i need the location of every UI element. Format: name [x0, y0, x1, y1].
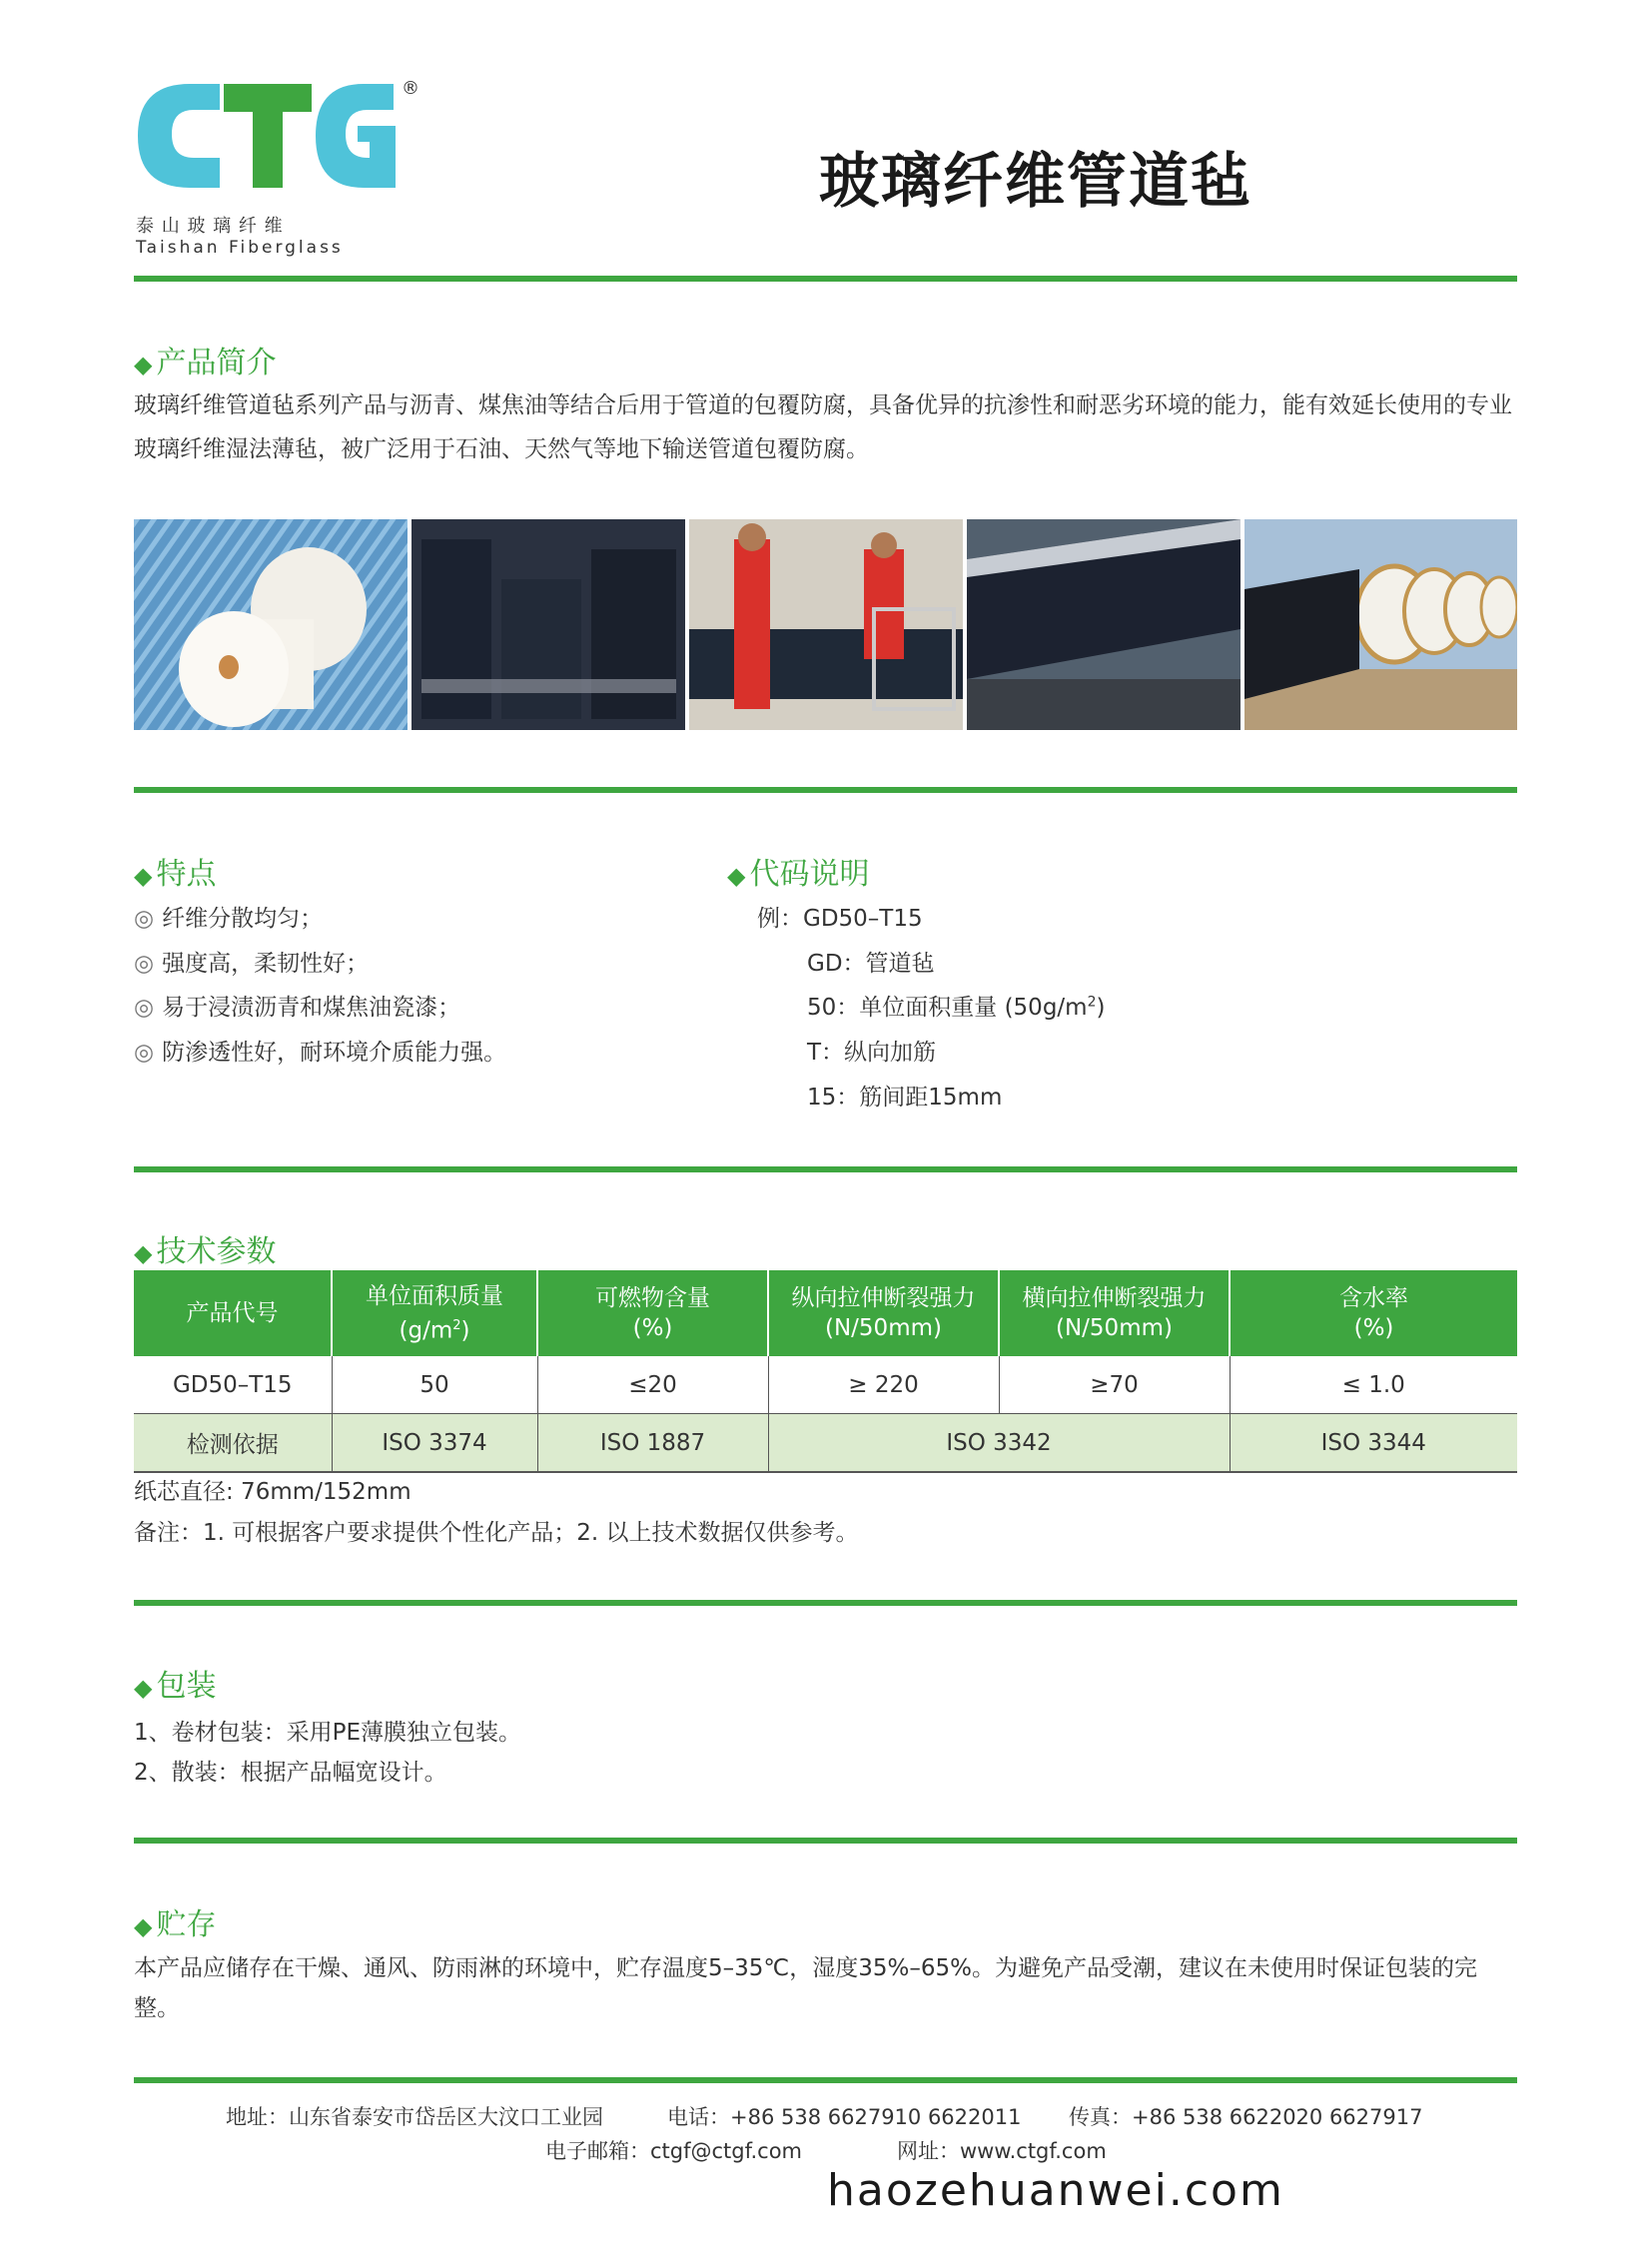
registered-mark: ®	[402, 78, 419, 99]
table-cell: ≤20	[537, 1356, 768, 1414]
table-cell: ≥ 220	[768, 1356, 999, 1414]
watermark-text: haozehuanwei.com	[827, 2165, 1284, 2216]
table-header: 可燃物含量 (%)	[537, 1270, 768, 1356]
divider	[134, 1166, 1517, 1172]
table-cell: ≤ 1.0	[1230, 1356, 1517, 1414]
diamond-icon: ◆	[134, 862, 153, 890]
spec-table	[134, 1270, 1517, 1473]
table-note: 备注：1. 可根据客户要求提供个性化产品；2. 以上技术数据仅供参考。	[134, 1520, 859, 1546]
logo-subtitle-en: Taishan Fiberglass	[136, 238, 344, 258]
table-header: 单位面积质量 $(g/m^2)$	[332, 1270, 537, 1356]
photo-stacked-pipes	[1244, 519, 1517, 730]
logo-subtitle-cn: 泰 山 玻 璃 纤 维	[136, 216, 284, 237]
ctg-logo-mark	[132, 78, 402, 198]
table-header: 含水率 (%)	[1230, 1270, 1517, 1356]
section-heading-packing: ◆ 包装	[134, 1669, 217, 1704]
code-line: 15：筋间距15mm	[807, 1085, 1003, 1111]
intro-paragraph: 玻璃纤维管道毡系列产品与沥青、煤焦油等结合后用于管道的包覆防腐，具备优异的抗渗性和耐恶劣环境的能力，能有效延长使用的专业玻璃纤维湿法薄毡，被广泛用于石油、天然气等地下输送管道包覆防腐。	[134, 392, 1512, 462]
divider	[134, 2077, 1517, 2083]
storage-paragraph: 本产品应储存在干燥、通风、防雨淋的环境中，贮存温度5–35℃，湿度35%–65%。为避免产品受潮，建议在未使用时保证包装的完整。	[134, 1955, 1477, 2021]
table-cell: 50	[332, 1356, 537, 1414]
diamond-icon: ◆	[727, 862, 746, 890]
diamond-icon: ◆	[134, 351, 153, 378]
list-item: ◎ 强度高，柔韧性好；	[134, 951, 370, 977]
table-cell: GD50–T15	[134, 1356, 332, 1414]
diamond-icon: ◆	[134, 1674, 153, 1702]
footer-phone: 电话：+86 538 6627910 6622011	[667, 2105, 1022, 2129]
photo-dark-rolls	[412, 519, 685, 730]
photo-workers-wrapping	[689, 519, 963, 730]
footer-address: 地址：山东省泰安市岱岳区大汶口工业园	[226, 2105, 603, 2129]
table-cell: ISO 3342	[768, 1414, 1230, 1473]
table-header: 纵向拉伸断裂强力 (N/50mm)	[768, 1270, 999, 1356]
section-heading-features: ◆ 特点	[134, 857, 217, 892]
footer-email[interactable]: 电子邮箱：ctgf@ctgf.com	[545, 2139, 803, 2163]
photo-fiber-rolls	[134, 519, 408, 730]
table-cell: ≥70	[999, 1356, 1230, 1414]
code-line: 50：单位面积重量 $(50g/m^2)$	[807, 994, 1106, 1021]
table-cell: ISO 3344	[1230, 1414, 1517, 1473]
list-item: 1、卷材包装：采用PE薄膜独立包装。	[134, 1720, 522, 1746]
photo-wrapped-pipe	[967, 519, 1240, 730]
divider	[134, 276, 1517, 282]
list-item: ◎ 易于浸渍沥青和煤焦油瓷漆；	[134, 995, 461, 1021]
diamond-icon: ◆	[134, 1912, 153, 1940]
section-heading-intro: ◆ 产品简介	[134, 346, 277, 380]
divider	[134, 1838, 1517, 1844]
table-cell: ISO 1887	[537, 1414, 768, 1473]
footer-fax: 传真：+86 538 6622020 6627917	[1069, 2105, 1423, 2129]
table-row	[134, 1414, 1517, 1473]
section-heading-storage: ◆ 贮存	[134, 1907, 217, 1942]
list-item: ◎ 纤维分散均匀；	[134, 906, 324, 932]
document-title: 玻璃纤维管道毡	[819, 147, 1252, 217]
ctg-logo	[132, 78, 431, 268]
code-line: GD：管道毡	[807, 951, 935, 977]
table-header: 产品代号	[134, 1270, 332, 1356]
divider	[134, 787, 1517, 793]
code-line: T：纵向加筋	[807, 1040, 937, 1066]
table-header-row	[134, 1270, 1517, 1356]
table-header: 横向拉伸断裂强力 (N/50mm)	[999, 1270, 1230, 1356]
list-item: ◎ 防渗透性好，耐环境介质能力强。	[134, 1040, 507, 1066]
diamond-icon: ◆	[134, 1239, 153, 1267]
list-item: 2、散装：根据产品幅宽设计。	[134, 1760, 447, 1786]
table-cell: 检测依据	[134, 1414, 332, 1473]
table-cell: ISO 3374	[332, 1414, 537, 1473]
divider	[134, 1600, 1517, 1606]
section-heading-tech: ◆ 技术参数	[134, 1234, 277, 1269]
code-example: 例：GD50–T15	[757, 906, 923, 932]
table-row	[134, 1356, 1517, 1414]
footer-website[interactable]: 网址：www.ctgf.com	[897, 2139, 1107, 2163]
section-heading-code: ◆ 代码说明	[727, 857, 870, 892]
core-diameter: 纸芯直径: 76mm/152mm	[134, 1479, 412, 1505]
